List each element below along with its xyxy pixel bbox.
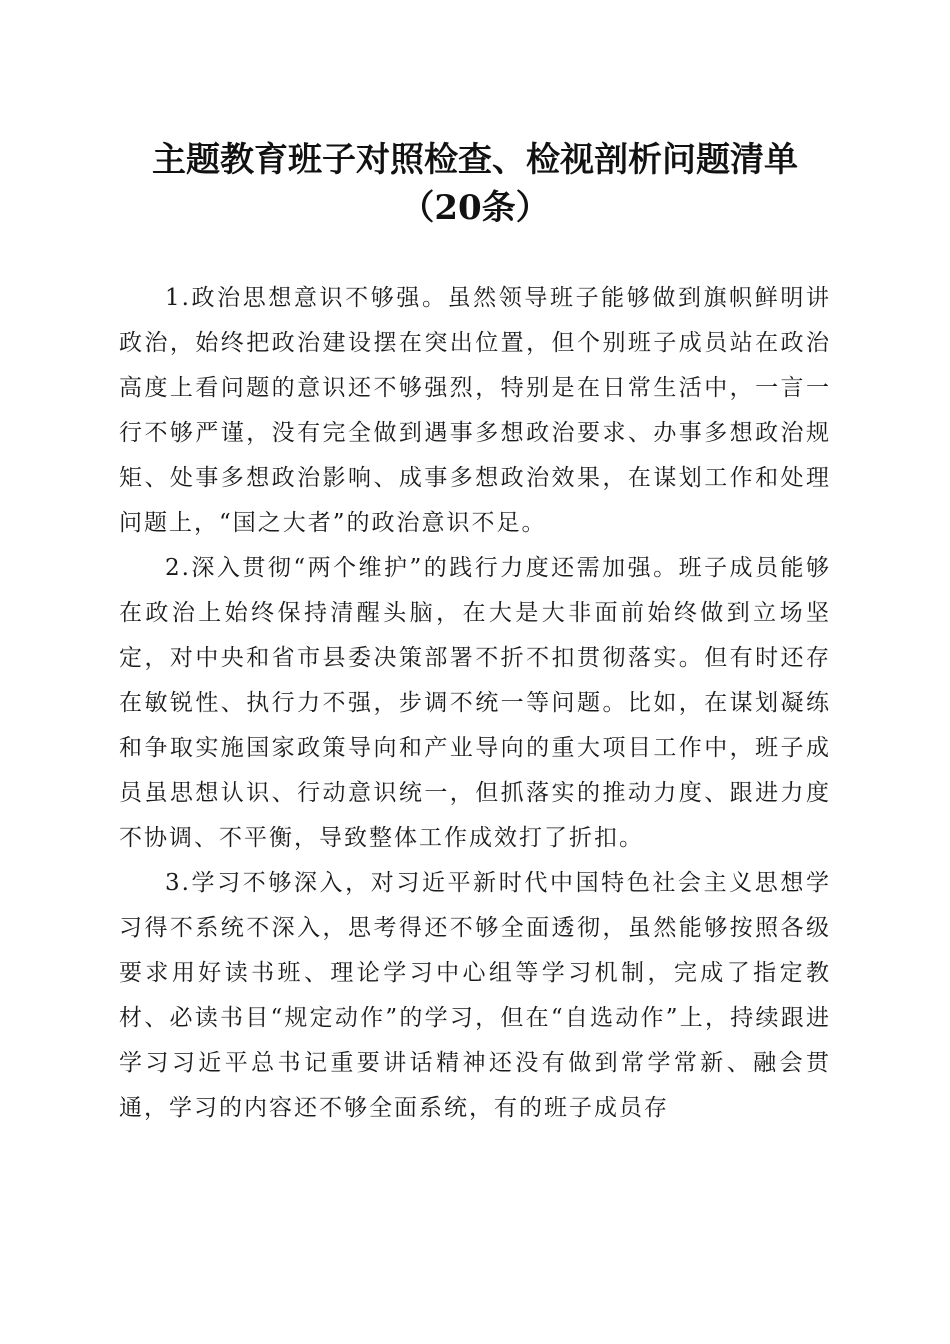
paragraph-3: 3.学习不够深入，对习近平新时代中国特色社会主义思想学习得不系统不深入，思考得还不够全面透彻，虽然能够按照各级要求用好读书班、理论学习中心组等学习机制，完成了指定教材、必读书目“规定动作”的学习，但在“自选动作”上，持续跟进学习习近平总书记重要讲话精神还没有做到常学常新、融会贯通，学习的内容还不够全面系统，有的班子成员存 <box>119 870 831 1121</box>
document-body <box>119 276 831 1131</box>
title-line-main: 主题教育班子对照检查、检视剖析问题清单 <box>152 140 798 180</box>
title-line-count: （20条） <box>400 188 550 228</box>
paragraph-1: 1.政治思想意识不够强。虽然领导班子能够做到旗帜鲜明讲政治，始终把政治建设摆在突出位置，但个别班子成员站在政治高度上看问题的意识还不够强烈，特别是在日常生活中，一言一行不够严谨，没有完全做到遇事多想政治要求、办事多想政治规矩、处事多想政治影响、成事多想政治效果，在谋划工作和处理问题上，“国之大者”的政治意识不足。 <box>119 285 831 536</box>
document-title <box>0 138 950 230</box>
paragraph-2: 2.深入贯彻“两个维护”的践行力度还需加强。班子成员能够在政治上始终保持清醒头脑，在大是大非面前始终做到立场坚定，对中央和省市县委决策部署不折不扣贯彻落实。但有时还存在敏锐性、执行力不强，步调不统一等问题。比如，在谋划凝练和争取实施国家政策导向和产业导向的重大项目工作中，班子成员虽思想认识、行动意识统一，但抓落实的推动力度、跟进力度不协调、不平衡，导致整体工作成效打了折扣。 <box>119 555 831 851</box>
